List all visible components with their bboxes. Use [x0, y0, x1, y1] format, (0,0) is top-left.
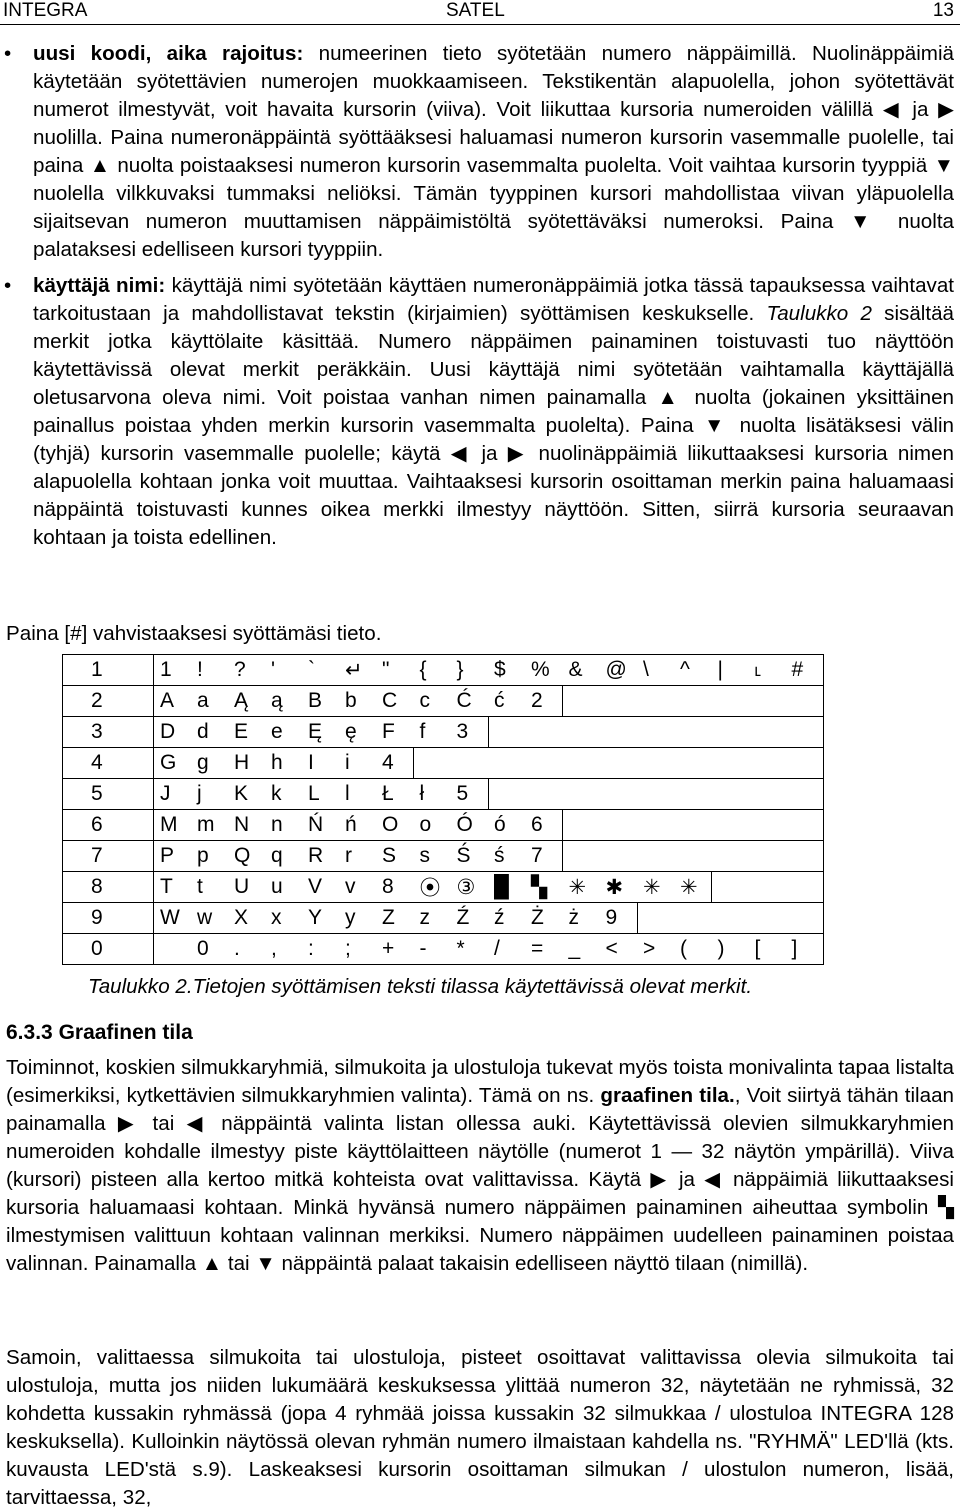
char-cell: { — [414, 655, 451, 686]
char-cell: O — [376, 810, 414, 841]
char-cell: u — [265, 872, 302, 903]
key-cell: 3 — [63, 717, 154, 748]
bullet-term: käyttäjä nimi: — [33, 274, 166, 297]
char-cell: y — [339, 903, 376, 934]
bullet-text: numeerinen tieto syötetään numero näppäimillä. Nuolinäppäimiä käytetään syötettävien numerojen muokkaamiseen. Tekstikentän alapuolella, johon syötettävät numerot ilmestyvät, voit havaita kursorin (viiva). Voit liikuttaa kursoria numeroiden välillä ◀ ja ▶ nuolilla. Paina numeronäppäintä syöttääksesi haluamasi numeron kursorin vasemmalle puolelle, tai paina ▲ nuolta poistaaksesi numeron kursorin vasemmalta puolelta. Voit vaihtaa kursorin tyyppiä ▼ nuolella vilkkuvaksi tummaksi neliöksi. Tämän tyyppinen kursori mahdollistaa viivan yläpuolella sijaitsevan numeron muuttamisen näppäimistöltä syötettäväksi numeroksi. Paina ▼ nuolta palataksesi edelliseen kursori tyyppiin. — [33, 42, 954, 261]
char-cell: U — [228, 872, 265, 903]
char-cell: Ć — [451, 686, 489, 717]
char-cell: | — [712, 655, 749, 686]
char-cell: Ź — [451, 903, 489, 934]
char-cell: + — [376, 934, 414, 965]
char-cell: D — [154, 717, 192, 748]
char-cell: ź — [488, 903, 525, 934]
char-cell: L — [302, 779, 339, 810]
char-cell: W — [154, 903, 192, 934]
char-row-3 — [63, 717, 824, 748]
char-cell: ' — [265, 655, 302, 686]
char-cell: X — [228, 903, 265, 934]
key-cell: 4 — [63, 748, 154, 779]
bold-term: graafinen tila. — [600, 1084, 735, 1107]
char-row-6 — [63, 810, 824, 841]
char-cell: ⦿ — [414, 872, 451, 903]
char-cell: ż — [563, 903, 600, 934]
key-cell: 2 — [63, 686, 154, 717]
char-cell: ! — [191, 655, 228, 686]
char-cell: * — [451, 934, 489, 965]
char-row-5 — [63, 779, 824, 810]
char-cell: Y — [302, 903, 339, 934]
char-cell: 5 — [451, 779, 489, 810]
char-cell: G — [154, 748, 192, 779]
char-cell: ˪ — [749, 655, 786, 686]
char-cell: ] — [786, 934, 824, 965]
char-cell: a — [191, 686, 228, 717]
char-cell: ▚ — [525, 872, 563, 903]
char-cell: & — [563, 655, 600, 686]
section-title: Graafinen tila — [58, 1021, 193, 1044]
char-cell: ą — [265, 686, 302, 717]
paragraph-text: Toiminnot, koskien silmukkaryhmiä, silmukoita ja ulostuloja tukevat myös toista monivalinta tapaa listalta (esimerkiksi, kytkettävien silmukkaryhmien valinta). Tämä on ns. — [6, 1056, 954, 1107]
char-cell: q — [265, 841, 302, 872]
char-cell: [ — [749, 934, 786, 965]
char-cell: 9 — [600, 903, 638, 934]
char-cell: ś — [488, 841, 525, 872]
char-cell: Ń — [302, 810, 339, 841]
key-cell: 5 — [63, 779, 154, 810]
char-cell: ③ — [451, 872, 489, 903]
key-cell: 6 — [63, 810, 154, 841]
char-cell: 1 — [154, 655, 192, 686]
bullet-list — [0, 40, 960, 552]
char-cell: 6 — [525, 810, 563, 841]
char-cell: l — [339, 779, 376, 810]
empty-cell — [488, 717, 823, 748]
char-cell: e — [265, 717, 302, 748]
char-cell: p — [191, 841, 228, 872]
char-cell: 7 — [525, 841, 563, 872]
char-cell: f — [414, 717, 451, 748]
page-number: 13 — [932, 0, 954, 21]
char-cell: V — [302, 872, 339, 903]
char-cell: P — [154, 841, 192, 872]
char-cell: Ą — [228, 686, 265, 717]
char-cell: ń — [339, 810, 376, 841]
char-cell: r — [339, 841, 376, 872]
char-cell: _ — [563, 934, 600, 965]
char-cell: ę — [339, 717, 376, 748]
char-cell: - — [414, 934, 451, 965]
char-row-9 — [63, 903, 824, 934]
char-cell: . — [228, 934, 265, 965]
char-cell: A — [154, 686, 192, 717]
key-cell: 1 — [63, 655, 154, 686]
empty-cell — [563, 810, 824, 841]
char-cell: $ — [488, 655, 525, 686]
char-cell: J — [154, 779, 192, 810]
bullet-item-new-code — [0, 40, 960, 264]
char-cell: d — [191, 717, 228, 748]
char-cell: 2 — [525, 686, 563, 717]
char-cell: : — [302, 934, 339, 965]
bullet-item-user-name — [0, 272, 960, 552]
bullet-text: käyttäjä nimi syötetään käyttäen numeronäppäimiä jotka tässä tapauksessa vaihtavat tarkoitustaan ja mahdollistavat tekstin (kirjaimien) syöttämisen keskukselle. — [33, 274, 954, 325]
char-cell: k — [265, 779, 302, 810]
char-row-7 — [63, 841, 824, 872]
char-cell: ć — [488, 686, 525, 717]
char-cell: h — [265, 748, 302, 779]
bullet-dot: • — [4, 274, 12, 297]
key-cell: 9 — [63, 903, 154, 934]
char-cell: I — [302, 748, 339, 779]
char-cell: % — [525, 655, 563, 686]
char-row-0 — [63, 934, 824, 965]
char-cell: Ę — [302, 717, 339, 748]
char-cell: T — [154, 872, 192, 903]
empty-cell — [712, 872, 824, 903]
char-cell: ` — [302, 655, 339, 686]
char-cell: " — [376, 655, 414, 686]
char-cell: 0 — [191, 934, 228, 965]
char-cell: █ — [488, 872, 525, 903]
char-cell: Ż — [525, 903, 563, 934]
char-cell: R — [302, 841, 339, 872]
char-cell: M — [154, 810, 192, 841]
char-cell: x — [265, 903, 302, 934]
char-cell: Q — [228, 841, 265, 872]
section-number: 6.3.3 — [6, 1021, 53, 1044]
character-table — [62, 654, 824, 965]
char-cell: / — [488, 934, 525, 965]
char-cell: s — [414, 841, 451, 872]
page-header — [0, 0, 960, 25]
char-cell: ✳ — [674, 872, 712, 903]
key-cell: 7 — [63, 841, 154, 872]
char-cell: E — [228, 717, 265, 748]
char-cell: , — [265, 934, 302, 965]
char-cell: m — [191, 810, 228, 841]
bullet-text: sisältää merkit jotka käyttölaite käsittää. Numero näppäimen painaminen toistuvasti tuo näyttöön käytettävissä olevat merkit peräkkäin. Uusi käyttäjä nimi syötetään vaihtamalla käyttäjällä oletusarvona oleva nimi. Voit poistaa vanhan nimen painamalla ▲ nuolta (jokainen yksittäinen painallus poistaa yhden merkin kursorin vasemmalta puolelta). Paina ▼ nuolta lisätäksesi välin (tyhjä) kursorin vasemmalle puolelle; käytä ◀ ja ▶ nuolinäppäimiä liikuttaaksesi kursoria nimen alapuolella kohtaan jonka voit muuttaa. Vaihtaaksesi kursorin osoittaman merkin paina haluamaasi näppäintä toistuvasti kunnes oikea merkki ilmestyy näyttöön. Sitten, siirrä kursoria seuraavan kohtaan ja toista edellinen. — [33, 302, 954, 549]
paragraph-zones-outputs: Samoin, valittaessa silmukoita tai ulostuloja, pisteet osoittavat valittavissa olevia silmukoita tai ulostuloja, mutta jos niiden lukumäärä keskuksessa ylittää numeron 32, näytetään ne ryhmissä, 32 kohdetta kussakin ryhmässä (jopa 4 ryhmää joissa kussakin 32 silmukkaa / ulostuloa INTEGRA 128 keskuksella). Kulloinkin näytössä olevan ryhmän numero ilmaistaan kahdella ns. "RYHMÄ" LED'llä (kts. kuvausta LED'stä s.9). Laskeaksesi kursorin osoittaman silmukan / ulostulon numeron, lisää, tarvittaessa, 32, — [6, 1346, 954, 1509]
char-cell: Ó — [451, 810, 489, 841]
char-cell: z — [414, 903, 451, 934]
table-reference: Taulukko 2 — [766, 302, 872, 325]
char-cell: ? — [228, 655, 265, 686]
confirm-instruction: Paina [#] vahvistaaksesi syöttämäsi tieto. — [6, 622, 382, 645]
char-cell: 8 — [376, 872, 414, 903]
char-cell: b — [339, 686, 376, 717]
table-caption: Taulukko 2.Tietojen syöttämisen teksti tilassa käytettävissä olevat merkit. — [88, 975, 753, 998]
char-cell: C — [376, 686, 414, 717]
empty-cell — [488, 779, 823, 810]
char-cell: ł — [414, 779, 451, 810]
char-cell: H — [228, 748, 265, 779]
char-cell: n — [265, 810, 302, 841]
char-row-2 — [63, 686, 824, 717]
char-cell: > — [637, 934, 674, 965]
paragraph-graphic-mode — [6, 1054, 954, 1278]
char-cell: # — [786, 655, 824, 686]
bullet-dot: • — [4, 42, 12, 65]
char-cell: \ — [637, 655, 674, 686]
char-cell: @ — [600, 655, 638, 686]
empty-cell — [563, 686, 824, 717]
char-cell: ó — [488, 810, 525, 841]
char-cell: w — [191, 903, 228, 934]
char-cell: c — [414, 686, 451, 717]
section-heading — [6, 1021, 193, 1045]
char-cell: = — [525, 934, 563, 965]
char-cell: ) — [712, 934, 749, 965]
char-cell: t — [191, 872, 228, 903]
char-cell: j — [191, 779, 228, 810]
header-product: INTEGRA — [3, 0, 88, 21]
empty-cell — [637, 903, 823, 934]
char-cell: ; — [339, 934, 376, 965]
char-cell: ✳ — [637, 872, 674, 903]
char-cell: } — [451, 655, 489, 686]
char-cell: S — [376, 841, 414, 872]
char-cell: 3 — [451, 717, 489, 748]
char-row-4 — [63, 748, 824, 779]
char-cell: i — [339, 748, 376, 779]
char-cell: 4 — [376, 748, 414, 779]
char-cell: K — [228, 779, 265, 810]
char-cell: g — [191, 748, 228, 779]
header-brand: SATEL — [446, 0, 505, 21]
char-cell: N — [228, 810, 265, 841]
bullet-term: uusi koodi, aika rajoitus: — [33, 42, 304, 65]
char-cell: B — [302, 686, 339, 717]
char-cell: ✱ — [600, 872, 638, 903]
char-cell: Ł — [376, 779, 414, 810]
char-cell: < — [600, 934, 638, 965]
empty-cell — [414, 748, 824, 779]
char-cell: o — [414, 810, 451, 841]
char-cell: v — [339, 872, 376, 903]
char-cell: ^ — [674, 655, 712, 686]
char-cell: ( — [674, 934, 712, 965]
paragraph-text: , Voit siirtyä tähän tilaan painamalla ▶ tai ◀ näppäintä valinta listan ollessa auki. Käytettävissä olevien silmukkaryhmien numeroiden kohdalle ilmestyy piste käyttölaitteen näytölle (numerot 1 — 32 näytön ympärillä). Viiva (kursori) pisteen alla kertoo mitkä kohteista ovat valittavissa. Käytä ▶ ja ◀ näppäimiä liikuttaaksesi kursoria haluamaasi kohtaan. Minkä hyvänsä numero näppäimen painaminen aiheuttaa symbolin ▚ ilmestymisen valittuun kohtaan valinnan merkiksi. Numero näppäimen uudelleen painaminen poistaa valinnan. Painamalla ▲ tai ▼ näppäintä palaat takaisin edelliseen näyttö tilaan (nimillä). — [6, 1084, 954, 1275]
char-cell: F — [376, 717, 414, 748]
char-cell — [154, 934, 192, 965]
char-cell: ↵ — [339, 655, 376, 686]
char-row-8 — [63, 872, 824, 903]
key-cell: 0 — [63, 934, 154, 965]
char-cell: Z — [376, 903, 414, 934]
char-cell: Ś — [451, 841, 489, 872]
empty-cell — [563, 841, 824, 872]
char-row-1 — [63, 655, 824, 686]
char-cell: ✳ — [563, 872, 600, 903]
key-cell: 8 — [63, 872, 154, 903]
